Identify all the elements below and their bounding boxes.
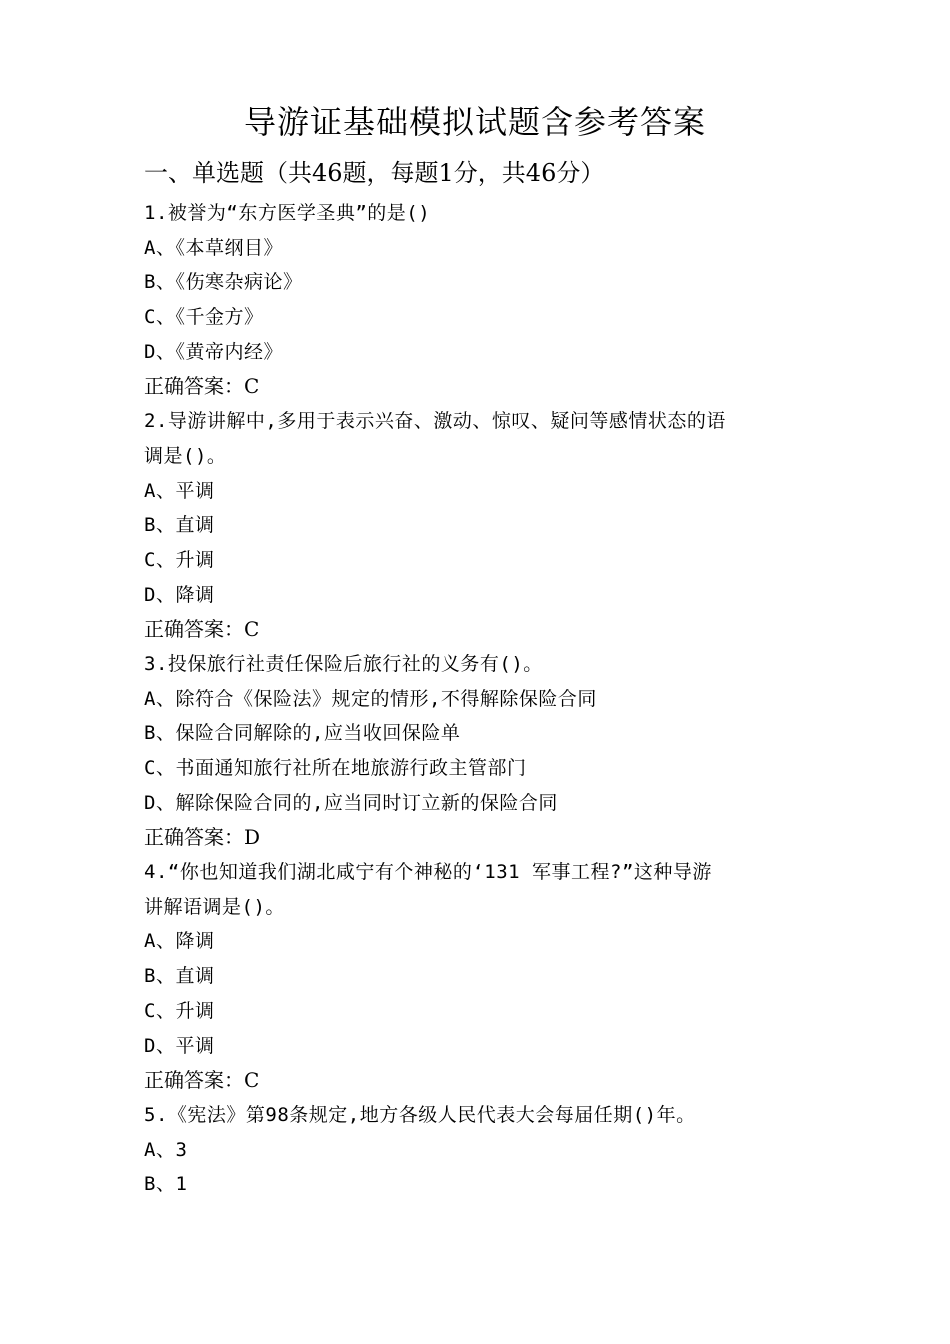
- section-heading: 一、单选题（共46题，每题1分，共46分）: [144, 159, 605, 187]
- question-3-option-a: A、除符合《保险法》规定的情形,不得解除保险合同: [144, 687, 597, 710]
- question-2-option-b: B、直调: [144, 514, 215, 537]
- question-5-option-b: B、1: [144, 1173, 188, 1196]
- question-3-option-b: B、保险合同解除的,应当收回保险单: [144, 722, 461, 745]
- question-1-answer: 正确答案：C: [144, 374, 260, 399]
- question-3-answer: 正确答案：D: [144, 825, 261, 850]
- question-1-option-c: C、《千金方》: [144, 306, 264, 329]
- question-1-option-d: D、《黄帝内经》: [144, 340, 283, 363]
- question-2-answer: 正确答案：C: [144, 617, 260, 642]
- question-3-stem: 3.投保旅行社责任保险后旅行社的义务有()。: [144, 652, 543, 675]
- question-3-option-c: C、书面通知旅行社所在地旅游行政主管部门: [144, 757, 527, 779]
- question-5-stem: 5.《宪法》第98条规定,地方各级人民代表大会每届任期()年。: [144, 1103, 696, 1126]
- question-2-option-a: A、平调: [144, 479, 215, 502]
- question-5-option-a: A、3: [144, 1138, 188, 1161]
- question-2-stem-line-1: 2.导游讲解中,多用于表示兴奋、激动、惊叹、疑问等感情状态的语: [144, 410, 726, 433]
- question-2-stem-line-2: 调是()。: [144, 444, 227, 467]
- question-4-option-c: C、升调: [144, 999, 215, 1022]
- question-4-answer: 正确答案：C: [144, 1068, 260, 1093]
- document-title: 导游证基础模拟试题含参考答案: [243, 103, 706, 141]
- question-1-option-a: A、《本草纲目》: [144, 236, 283, 259]
- question-1-option-b: B、《伤寒杂病论》: [144, 271, 303, 294]
- question-4-stem-line-1: 4.“你也知道我们湖北咸宁有个神秘的‘131 军事工程?”这种导游: [144, 861, 712, 884]
- question-4-option-b: B、直调: [144, 965, 215, 988]
- question-4-stem-line-2: 讲解语调是()。: [144, 895, 285, 918]
- question-3-option-d: D、解除保险合同的,应当同时订立新的保险合同: [144, 791, 558, 814]
- question-list: [144, 196, 814, 1202]
- question-4-option-d: D、平调: [144, 1034, 215, 1057]
- question-2-option-d: D、降调: [144, 583, 215, 606]
- question-4-option-a: A、降调: [144, 930, 215, 953]
- question-2-option-c: C、升调: [144, 548, 215, 571]
- question-1-stem: 1.被誉为“东方医学圣典”的是(): [144, 202, 431, 224]
